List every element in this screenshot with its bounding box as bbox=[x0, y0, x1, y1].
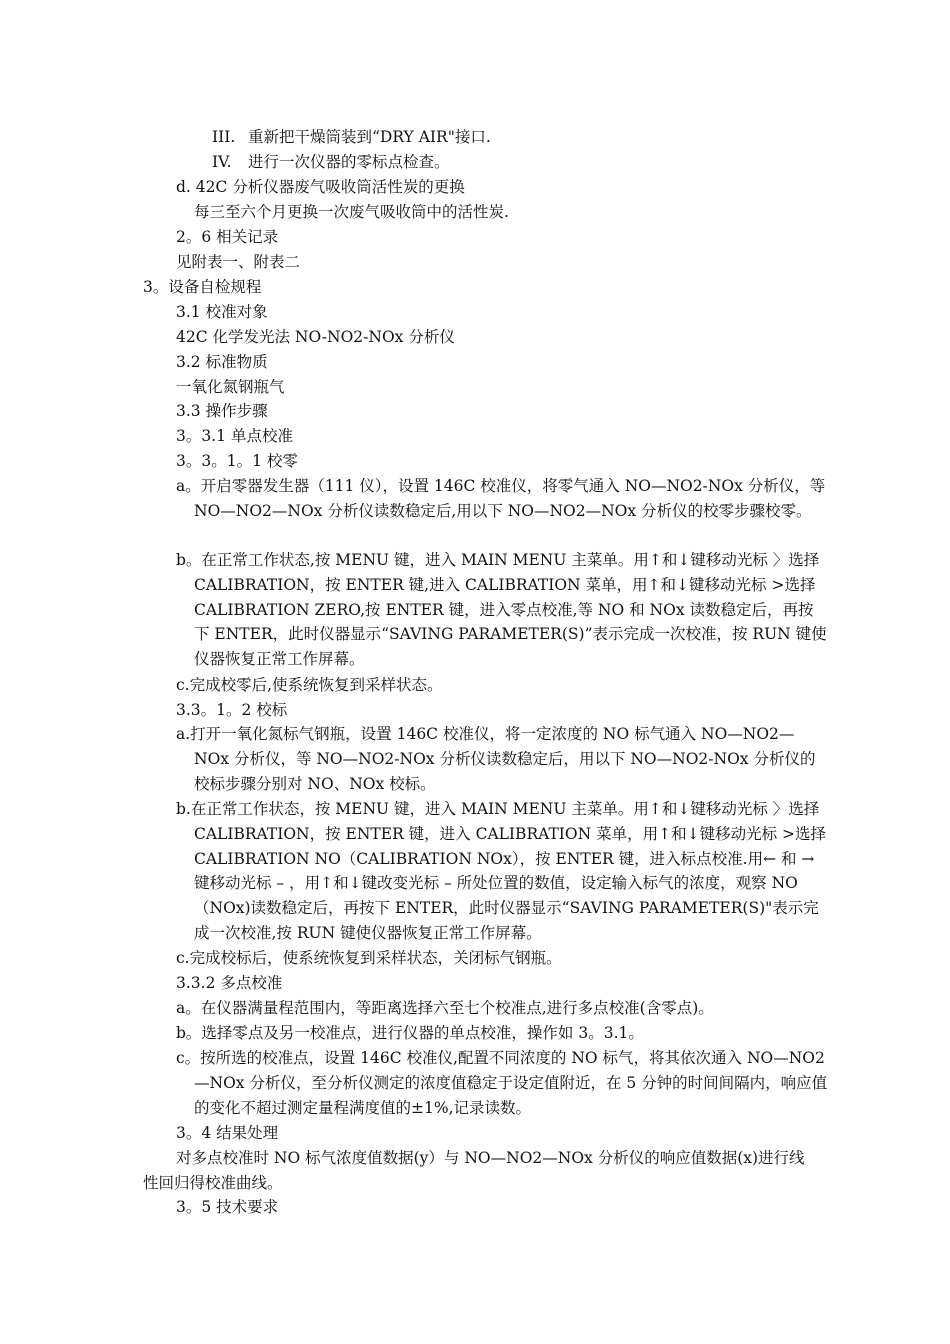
list-number: IV. bbox=[212, 153, 232, 171]
text-line: 见附表一、附表二 bbox=[176, 253, 301, 271]
section-heading: 2。6 相关记录 bbox=[176, 228, 279, 246]
section-heading: 3.3 操作步骤 bbox=[176, 402, 268, 420]
text-line: b。选择零点及另一校准点，进行仪器的单点校准，操作如 3。3.1。 bbox=[176, 1024, 644, 1042]
text-line: 一氧化氮钢瓶气 bbox=[176, 378, 285, 396]
text-line: c.完成校零后,使系统恢复到采样状态。 bbox=[176, 676, 443, 694]
text-line: a。在仪器满量程范围内，等距离选择六至七个校准点,进行多点校准(含零点)。 bbox=[176, 999, 714, 1017]
paragraph: a。开启零器发生器（111 仪），设置 146C 校准仪，将零气通入 NO—NO2-NOx 分析仪，等 NO—NO2—NOx 分析仪读数稳定后,用以下 NO—NO2—NOx 分析仪的校零步骤校零。 bbox=[176, 477, 826, 520]
text-line: 42C 化学发光法 NO-NO2-NOx 分析仪 bbox=[176, 328, 455, 346]
chapter-heading: 3。设备自检规程 bbox=[143, 278, 262, 296]
paragraph: b。在正常工作状态,按 MENU 键，进入 MAIN MENU 主菜单。用↑和↓键移动光标 〉选择 CALIBRATION，按 ENTER 键,进入 CALIBRATION 菜单，用↑和↓键移动光标 >选择 CALIBRATION ZERO,按 ENTER 键，进入零点校准,等 NO 和 NOx 读数稳定后，再按下 ENTER，此时仪器显示“SAVING PARAMETER(S)”表示完成一次校准，按 RUN 键使仪器恢复正常工作屏幕。 bbox=[176, 551, 827, 669]
text-line: 每三至六个月更换一次废气吸收筒中的活性炭. bbox=[194, 203, 509, 221]
text-line: c.完成校标后，使系统恢复到采样状态，关闭标气钢瓶。 bbox=[176, 949, 562, 967]
section-heading: 3.3.2 多点校准 bbox=[176, 974, 283, 992]
section-heading: 3。3.1 单点校准 bbox=[176, 427, 293, 445]
list-text: 重新把干燥筒装到“DRY AIR"接口. bbox=[248, 128, 491, 146]
list-text: 进行一次仪器的零标点检查。 bbox=[248, 153, 450, 171]
section-heading: 3。5 技术要求 bbox=[176, 1198, 279, 1216]
paragraph: b.在正常工作状态，按 MENU 键，进入 MAIN MENU 主菜单。用↑和↓键移动光标 〉选择 CALIBRATION，按 ENTER 键，进入 CALIBRATION 菜单，用↑和↓键移动光标 >选择 CALIBRATION NO（CALIBRATION NOx），按 ENTER 键，进入标点校准.用← 和 → 键移动光标 – ，用↑和↓键改变光标 – 所处位置的数值，设定输入标气的浓度，观察 NO（NOx)读数稳定后，再按下 ENTER，此时仪器显示“SAVING PARAMETER(S)"表示完成一次校准,按 RUN 键使仪器恢复正常工作屏幕。 bbox=[176, 800, 827, 942]
list-item-iii bbox=[212, 125, 491, 150]
paragraph: 对多点校准时 NO 标气浓度值数据(y）与 NO—NO2—NOx 分析仪的响应值数据(x)进行线性回归得校准曲线。 bbox=[143, 1149, 805, 1192]
section-heading: 3。4 结果处理 bbox=[176, 1124, 279, 1142]
section-heading: 3.1 校准对象 bbox=[176, 303, 268, 321]
section-heading: 3.2 标准物质 bbox=[176, 353, 268, 371]
section-heading: 3。3。1。1 校零 bbox=[176, 452, 298, 470]
section-heading: 3.3。1。2 校标 bbox=[176, 701, 288, 719]
list-number: III. bbox=[212, 128, 236, 146]
text-line: d. 42C 分析仪器废气吸收筒活性炭的更换 bbox=[176, 178, 465, 196]
paragraph: c。按所选的校准点，设置 146C 校准仪,配置不同浓度的 NO 标气，将其依次通入 NO—NO2—NOx 分析仪，至分析仪测定的浓度值稳定于设定值附近，在 5 分钟的时间间隔内，响应值的变化不超过测定量程满度值的±1%,记录读数。 bbox=[176, 1049, 828, 1117]
paragraph: a.打开一氧化氮标气钢瓶，设置 146C 校准仪，将一定浓度的 NO 标气通入 NO—NO2—NOx 分析仪，等 NO—NO2-NOx 分析仪读数稳定后，用以下 NO—NO2-NOx 分析仪的校标步骤分别对 NO、NOx 校标。 bbox=[176, 725, 816, 793]
list-item-iv bbox=[212, 150, 450, 175]
